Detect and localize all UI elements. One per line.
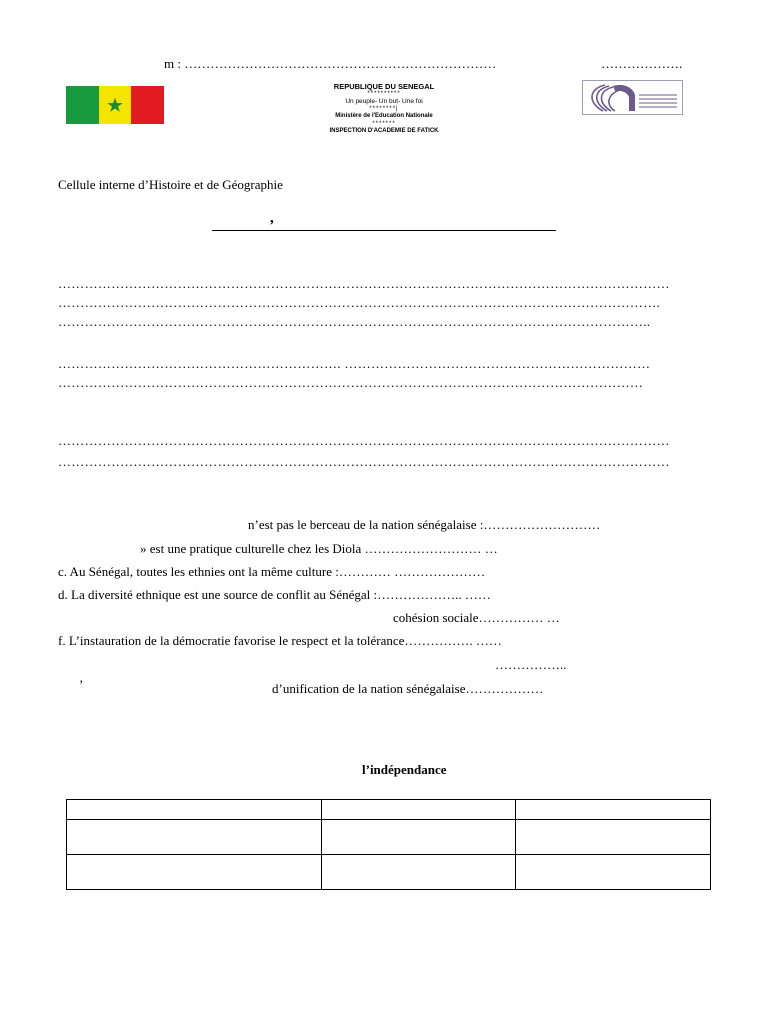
- statement-g: ……………..: [495, 657, 567, 672]
- statement-c: c. Au Sénégal, toutes les ethnies ont la même culture :………… …………………: [58, 564, 486, 579]
- subtitle-fragment: ,: [270, 210, 274, 226]
- answer-line: ………………………………………………………. ……………………………………………………………: [58, 356, 651, 371]
- answer-line: …………………………………………………………………………………………………………………………: [58, 433, 670, 448]
- inspection-label: INSPECTION D'ACADEMIE DE FATICK: [329, 128, 439, 134]
- stars-separator: ********|: [369, 106, 399, 112]
- table-cell[interactable]: [67, 855, 322, 890]
- statement-b: » est une pratique culturelle chez les Diola ……………………… …: [140, 541, 498, 556]
- ministry-label: Ministère de l'Education Nationale: [335, 113, 433, 119]
- table-cell[interactable]: [67, 820, 322, 855]
- academy-logo: [582, 80, 683, 115]
- table-cell[interactable]: [516, 820, 711, 855]
- table-cell[interactable]: [516, 800, 711, 820]
- table-cell[interactable]: [322, 820, 516, 855]
- statement-a: n’est pas le berceau de la nation sénégalaise :………………………: [248, 517, 601, 532]
- answer-line: ……………………………………………………………………………………………………………………: [58, 375, 644, 390]
- statement-f: f. L’instauration de la démocratie favorise le respect et la tolérance……………. ……: [58, 633, 502, 648]
- section-title: l’indépendance: [362, 762, 447, 777]
- answer-line: …………………………………………………………………………………………………………………………: [58, 454, 670, 469]
- answer-line: ……………………………………………………………………………………………………………………….: [58, 295, 661, 310]
- answer-table: [66, 799, 711, 890]
- table-cell[interactable]: [322, 800, 516, 820]
- table-header-row: [67, 800, 711, 820]
- table-cell[interactable]: [67, 800, 322, 820]
- statement-h-mark: ’: [79, 677, 84, 692]
- table-cell[interactable]: [516, 855, 711, 890]
- subtitle-underline: [212, 230, 556, 231]
- table-row: [67, 855, 711, 890]
- table-row: [67, 820, 711, 855]
- senegal-flag: [66, 86, 164, 124]
- table-cell[interactable]: [322, 855, 516, 890]
- academy-logo-icon: [583, 81, 682, 114]
- republic-label: REPUBLIQUE DU SENEGAL: [333, 82, 435, 91]
- statement-e: cohésion sociale…………… …: [393, 610, 560, 625]
- motto-label: Un peuple- Un but- Une foi: [345, 98, 423, 105]
- statement-h: d’unification de la nation sénégalaise………………: [272, 681, 544, 696]
- stars-separator: *******: [372, 121, 396, 127]
- answer-line: ……………………………………………………………………………………………………………………..: [58, 314, 651, 329]
- answer-line: …………………………………………………………………………………………………………………………: [58, 276, 670, 291]
- stars-separator: **********: [367, 91, 401, 97]
- cell-title: Cellule interne d’Histoire et de Géographie: [58, 177, 283, 192]
- green-star-icon: [107, 97, 123, 113]
- ministry-header: [300, 82, 468, 136]
- class-line: ……………….: [601, 56, 683, 71]
- student-name-line: m : ………………………………………………………………: [164, 56, 497, 71]
- statement-d: d. La diversité ethnique est une source de conflit au Sénégal :……………….. ……: [58, 587, 491, 602]
